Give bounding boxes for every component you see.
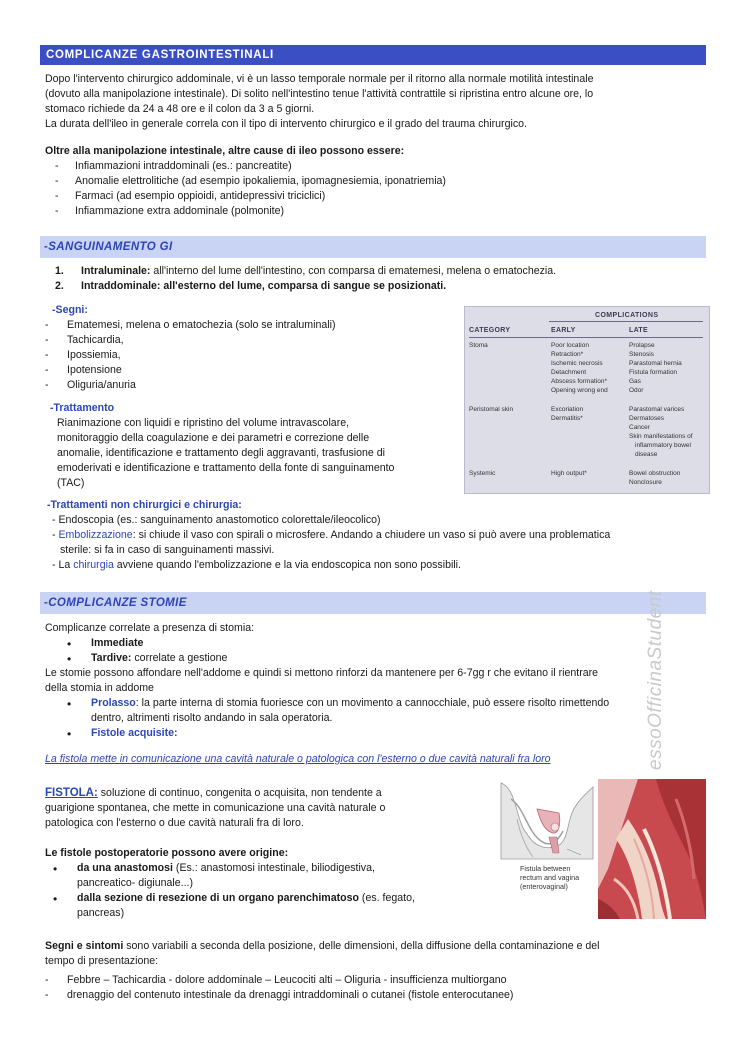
signs-heading: -Segni: (52, 304, 88, 316)
list-item: - Infiammazione extra addominale (polmonite) (45, 204, 705, 219)
list-item: - Oliguria/anuria (45, 378, 455, 393)
list-item: 2. Intraddominale: all'esterno del lume, comparsa di sangue se posizionati. (55, 280, 447, 293)
list-item: 1. Intraluminale: all'interno del lume dell'intestino, con comparsa di ematemesi, melena o ematochezia. (55, 265, 557, 277)
list-item: - Farmaci (ad esempio oppioidi, antidepressivi triciclici) (45, 189, 705, 204)
surgery-term: chirurgia (73, 559, 114, 572)
list-item: - Anomalie elettrolitiche (ad esempio ipokaliemia, ipomagnesiemia, iponatriemia) (45, 174, 705, 189)
fistula-origins (45, 846, 475, 921)
watermark: essoOfficinaStudent (645, 590, 666, 770)
embolization-term: Embolizzazione (58, 529, 133, 542)
table-cell: Parastomal varices Dermatoses Cancer Skin manifestations of inflammatory bowel disease (629, 406, 693, 458)
table-header-category: CATEGORY (469, 327, 511, 334)
table-header-late: LATE (629, 327, 648, 334)
list-item: - Ematemesi, melena o ematochezia (solo se intraluminali) (45, 318, 455, 333)
table-cell: Stoma (469, 342, 488, 349)
table-caption: COMPLICATIONS (595, 312, 659, 319)
fistula-clinical-image (598, 779, 706, 919)
list-item: - Tachicardia, (45, 333, 455, 348)
table-cell: Bowel obstruction Nonclosure (629, 470, 681, 486)
list-item: • Fistole acquisite: (45, 726, 705, 741)
table-cell: High output* (551, 470, 587, 477)
origin-heading: Le fistole postoperatorie possono avere origine: (45, 847, 289, 859)
list-item: - Febbre – Tachicardia - dolore addominale – Leucociti alti – Oliguria - insufficienza multiorgano (45, 973, 710, 988)
other-treatments-heading: -Trattamenti non chirurgici e chirurgia: (47, 499, 242, 511)
table-cell: Poor location Retraction* Ischemic necrosis Detachment Abscess formation* Opening wrong end (551, 342, 608, 394)
fistula-term: FISTOLA: (45, 787, 98, 799)
treatment-heading: -Trattamento (50, 402, 115, 414)
list-item: - Ipossiemia, (45, 348, 455, 363)
table-cell: Peristomal skin (469, 406, 514, 413)
list-item: • Tardive: correlate a gestione (45, 651, 705, 666)
table-cell: Excoriation Dermatitis* (551, 406, 584, 422)
complications-table (464, 306, 710, 494)
section-header-gastrointestinal: COMPLICANZE GASTROINTESTINALI (40, 45, 706, 65)
list-item: • dalla sezione di resezione di un organo parenchimatoso (es. fegato, pancreas) (31, 891, 475, 921)
fistula-definition-link[interactable]: La fistola mette in comunicazione una cavità naturale o patologica con l'esterno o due cavità naturali fra loro (45, 753, 551, 765)
stoma-complications: Complicanze correlate a presenza di stomia: • Immediate • Tardive: correlate a gestione Le stomie possono affondare nell'addome e quindi si mettono rinforzi da mantenere per 6-7gg r che evitano il rientrare della stomia in addome • Prolasso: la parte interna di stomia fuoriesce con un movimento a cannocchiale, può essere risolto rimettendo dentro, altrimenti risolto andando in sala operatoria. • Fistole acquisite: (45, 621, 705, 741)
bleeding-types (45, 264, 705, 294)
causes-heading: Oltre alla manipolazione intestinale, altre cause di ileo possono essere: (45, 145, 405, 157)
figure-caption: Fistula between rectum and vagina (enterovaginal) (520, 864, 580, 891)
table-header-early: EARLY (551, 327, 576, 334)
list-item: - Infiammazioni intraddominali (es.: pancreatite) (45, 159, 705, 174)
signs-symptoms: Segni e sintomi sono variabili a seconda della posizione, delle dimensioni, della diffusione della contaminazione e del tempo di presentazione: - Febbre – Tachicardia - dolore addominale – Leucociti alti – Oliguria - insufficienza multiorgano - drenaggio del contenuto intestinale da drenaggi intraddominali o cutanei (fistole enterocutanee) (45, 939, 710, 1003)
other-treatments: - Endoscopia (es.: sanguinamento anastomotico colorettale/ileocolico) - Embolizzazione: si chiude il vaso con spirali o microsfere. Andando a chiudere un vaso si può avere una problematica sterile: si fa in caso di sanguinamenti massivi. - La chirurgia avviene quando l'embolizzazione e la via endoscopica non sono possibili. (52, 514, 611, 572)
table-cell: Prolapse Stenosis Parastomal hernia Fistula formation Gas Odor (629, 342, 682, 394)
treatment-text: Rianimazione con liquidi e ripristino del volume intravascolare, monitoraggio della coagulazione e dei parametri e correzione delle anomalie, identificazione e trattamento degli aggravanti, trasfusione di emoderivati e identificazione e trattamento della fonte di sanguinamento (TAC) (57, 417, 395, 490)
list-item: - drenaggio del contenuto intestinale da drenaggi intraddominali o cutanei (fistole enterocutanee) (45, 988, 710, 1003)
signs-list (45, 318, 455, 393)
list-item: • da una anastomosi (Es.: anastomosi intestinale, biliodigestiva, pancreatico- digiunale...) (31, 861, 475, 891)
fistula-definition: FISTOLA: soluzione di continuo, congenita o acquisita, non tendente a guarigione spontanea, che mette in comunicazione una cavità naturale o patologica con l'esterno o due cavità naturali fra di loro. (45, 787, 386, 830)
list-item: • Prolasso: la parte interna di stomia fuoriesce con un movimento a cannocchiale, può essere risolto rimettendo dentro, altrimenti risolto andando in sala operatoria. (45, 696, 705, 726)
section-header-bleeding: -SANGUINAMENTO GI (40, 236, 706, 258)
list-item: - Ipotensione (45, 363, 455, 378)
list-item: • Immediate (45, 636, 705, 651)
table-cell: Systemic (469, 470, 496, 477)
intro-paragraph: Dopo l'intervento chirurgico addominale, vi è un lasso temporale normale per il ritorno alla normale motilità intestinale (dovuto alla manipolazione intestinale). Di solito nell'intestino tenue l'attività contrattile si ripristina entro alcune ore, lo stomaco richiede da 24 a 48 ore e il colon da 3 a 5 giorni. La durata dell'ileo in generale correla con il tipo di intervento chirurgico e il grado del trauma chirurgico. (45, 73, 594, 131)
section-header-stoma: -COMPLICANZE STOMIE (40, 592, 706, 614)
ileus-causes (45, 144, 705, 219)
